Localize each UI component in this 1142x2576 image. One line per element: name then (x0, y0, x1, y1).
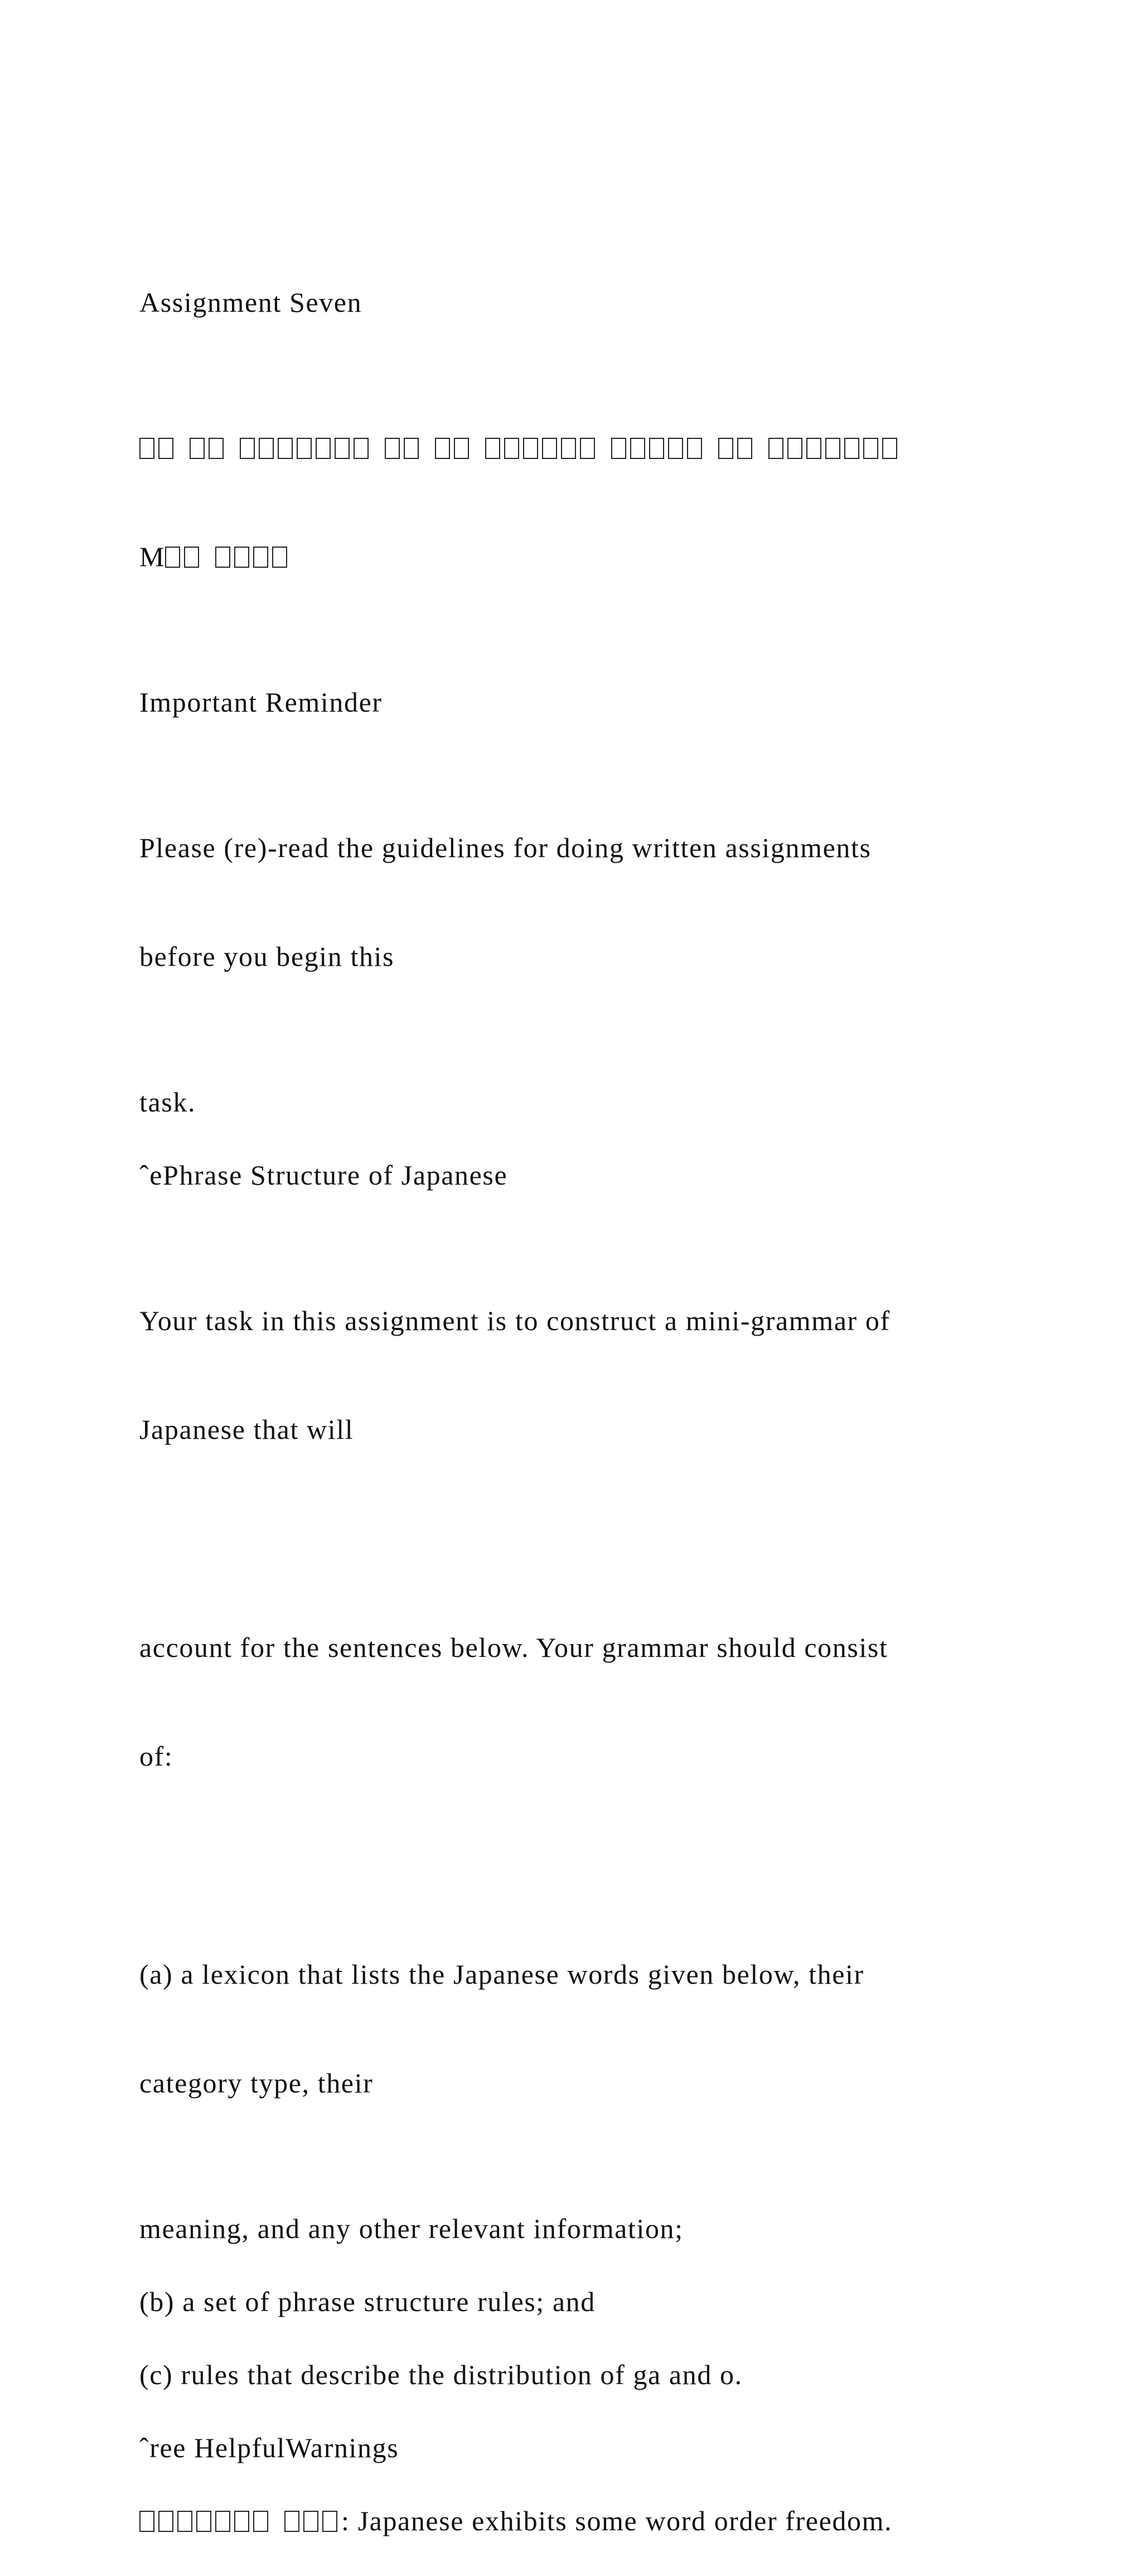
item-a-line-1: (a) a lexicon that lists the Japanese words given below, their (139, 1959, 864, 1990)
missing-glyph-box (184, 547, 199, 568)
missing-glyph-box (234, 547, 249, 568)
missing-glyph-box (259, 438, 274, 459)
garbled-prefix (139, 2505, 341, 2536)
missing-glyph-box (485, 438, 500, 459)
missing-glyph-box (177, 2511, 192, 2532)
warnings-line (139, 2503, 1043, 2539)
missing-glyph-box (404, 438, 419, 459)
missing-glyph-box (272, 547, 287, 568)
missing-glyph-box (215, 547, 230, 568)
missing-glyph-box (234, 2511, 249, 2532)
task-paragraph-1 (139, 1230, 1043, 1520)
missing-glyph-box (196, 2511, 211, 2532)
task-line-2: Japanese that will (139, 1414, 354, 1445)
missing-glyph-box (523, 438, 538, 459)
missing-glyph-group (190, 430, 228, 466)
missing-glyph-box (844, 438, 859, 459)
missing-glyph-box (435, 438, 450, 459)
missing-glyph-box (354, 438, 369, 459)
missing-glyph-box (768, 438, 783, 459)
missing-glyph-box (253, 2511, 268, 2532)
missing-glyph-box (737, 438, 752, 459)
missing-glyph-group (165, 539, 203, 575)
missing-glyph-box (139, 2511, 154, 2532)
missing-glyph-box (687, 438, 702, 459)
missing-glyph-group (435, 430, 473, 466)
missing-glyph-box (580, 438, 595, 459)
item-a-paragraph (139, 1884, 1043, 2174)
missing-glyph-group (284, 2503, 341, 2539)
missing-glyph-box (278, 438, 293, 459)
missing-glyph-box (253, 547, 268, 568)
missing-glyph-box (787, 438, 802, 459)
missing-glyph-box (611, 438, 626, 459)
missing-glyph-box (215, 2511, 230, 2532)
garbled-line-2 (139, 539, 1043, 575)
missing-glyph-group (768, 430, 901, 466)
assignment-title: Assignment Seven (139, 287, 362, 318)
missing-glyph-box (139, 438, 154, 459)
missing-glyph-box (454, 438, 469, 459)
garbled-line-1 (139, 430, 1043, 466)
missing-glyph-box (335, 438, 350, 459)
missing-glyph-box (649, 438, 664, 459)
missing-glyph-group (240, 430, 372, 466)
item-a-line-3: meaning, and any other relevant information; (139, 2213, 684, 2244)
missing-glyph-box (190, 438, 205, 459)
task-line-3: account for the sentences below. Your grammar should consist (139, 1632, 888, 1663)
missing-glyph-box (303, 2511, 318, 2532)
item-b: (b) a set of phrase structure rules; and (139, 2286, 596, 2317)
missing-glyph-box (630, 438, 645, 459)
missing-glyph-group (215, 539, 291, 575)
missing-glyph-box (882, 438, 897, 459)
item-c: (c) rules that describe the distribution of ga and o. (139, 2359, 743, 2390)
task-paragraph-2 (139, 1557, 1043, 1847)
missing-glyph-group (718, 430, 756, 466)
missing-glyph-box (316, 438, 331, 459)
missing-glyph-box (158, 2511, 173, 2532)
reminder-line-3: task. (139, 1086, 196, 1118)
missing-glyph-group (485, 430, 599, 466)
warnings-heading: ˆree HelpfulWarnings (139, 2432, 399, 2463)
garbled-subtitle (139, 357, 1043, 647)
missing-glyph-box (240, 438, 255, 459)
document-body (139, 284, 1043, 2576)
missing-glyph-box (385, 438, 400, 459)
task-line-1: Your task in this assignment is to construct a mini-grammar of (139, 1305, 891, 1336)
missing-glyph-box (297, 438, 312, 459)
missing-glyph-box (165, 547, 180, 568)
missing-glyph-box (209, 438, 224, 459)
reminder-heading: Important Reminder (139, 687, 383, 718)
missing-glyph-box (542, 438, 557, 459)
reminder-line-1: Please (re)-read the guidelines for doing written assignments (139, 832, 872, 863)
missing-glyph-box (561, 438, 576, 459)
garbled-line-2-prefix: M (139, 541, 166, 572)
task-line-4: of: (139, 1741, 173, 1772)
missing-glyph-box (806, 438, 821, 459)
missing-glyph-box (504, 438, 519, 459)
reminder-line-2: before you begin this (139, 941, 395, 972)
missing-glyph-group (139, 430, 177, 466)
missing-glyph-box (284, 2511, 299, 2532)
item-a-line-2: category type, their (139, 2067, 374, 2099)
missing-glyph-box (825, 438, 840, 459)
missing-glyph-box (718, 438, 733, 459)
reminder-paragraph (139, 757, 1043, 1047)
missing-glyph-group (385, 430, 423, 466)
missing-glyph-group (611, 430, 706, 466)
section-heading: ˆePhrase Structure of Japanese (139, 1159, 508, 1191)
missing-glyph-box (863, 438, 878, 459)
missing-glyph-group (139, 2503, 272, 2539)
missing-glyph-box (668, 438, 683, 459)
warnings-text: : Japanese exhibits some word order freedom. (341, 2505, 893, 2536)
missing-glyph-box (322, 2511, 337, 2532)
missing-glyph-box (158, 438, 173, 459)
